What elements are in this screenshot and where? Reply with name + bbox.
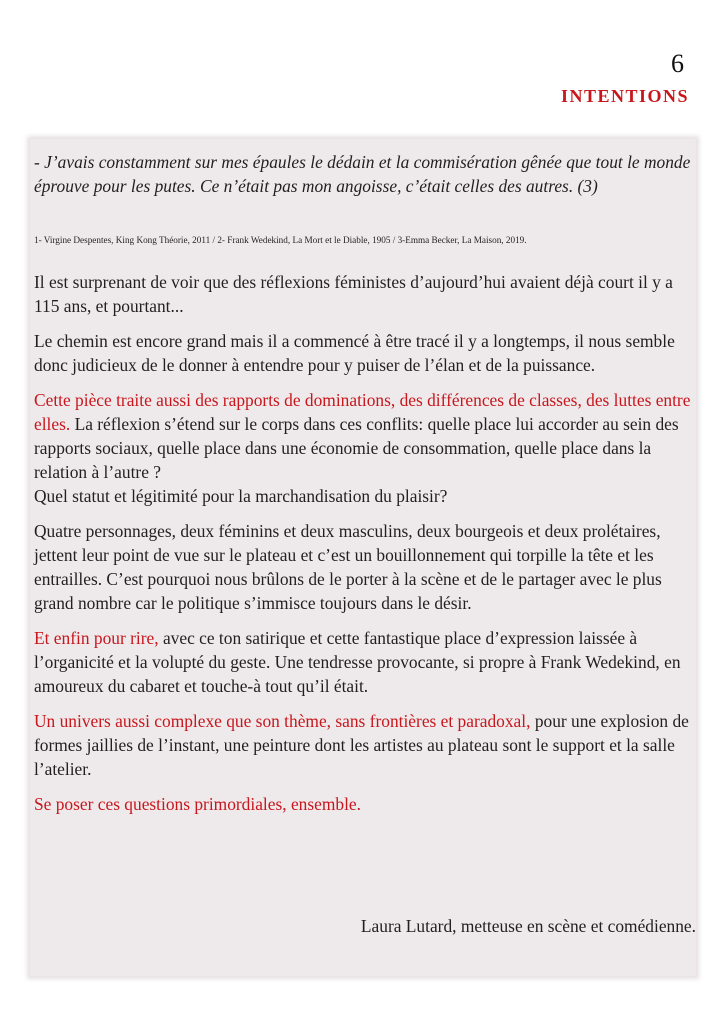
paragraph-6-highlight: Un univers aussi complexe que son thème, sans frontières et paradoxal,	[34, 711, 531, 731]
page-number: 6	[671, 49, 684, 78]
paragraph-3-highlight: Cette pièce traite aussi des rapports de dominations, des différences de classes, des luttes entre elles.	[34, 390, 691, 434]
paragraph-6	[34, 709, 694, 781]
paragraph-5	[34, 626, 694, 698]
section-title: intentions	[560, 79, 689, 108]
paragraph-4: Quatre personnages, deux féminins et deux masculins, deux bourgeois et deux prolétaires, jettent leur point de vue sur le plateau et c’est un bouillonnement qui torpille la tête et les entrailles. C’est pourquoi nous brûlons de le porter à la scène et de le partager avec le plus grand nombre car le politique s’immisce toujours dans le désir.	[34, 521, 662, 613]
paragraph-5-text: avec ce ton satirique et cette fantastique place d’expression laissée à l’organicité et la volupté du geste. Une tendresse provocante, si propre à Frank Wedekind, en amoureux du cabaret et touche-à tout qu’il était.	[34, 628, 681, 696]
paragraph-6-text: pour une explosion de formes jaillies de l’instant, une peinture dont les artistes au plateau sont le support et la salle l’atelier.	[34, 711, 689, 779]
paragraph-3	[34, 388, 694, 508]
references-line: 1- Virgine Despentes, King Kong Théorie, 2011 / 2- Frank Wedekind, La Mort et le Diable, 1905 / 3-Emma Becker, La Maison, 2019.	[34, 235, 527, 245]
paragraph-7: Se poser ces questions primordiales, ensemble.	[34, 794, 361, 814]
author-signature: Laura Lutard, metteuse en scène et comédienne.	[360, 916, 696, 936]
paragraph-3-last-line: Quel statut et légitimité pour la marchandisation du plaisir?	[34, 486, 448, 506]
paragraph-2: Le chemin est encore grand mais il a commencé à être tracé il y a longtemps, il nous semble donc judicieux de le donner à entendre pour y puiser de l’élan et de la puissance.	[34, 331, 675, 375]
body-text	[34, 270, 694, 827]
epigraph-quote: - J’avais constamment sur mes épaules le dédain et la commisération gênée que tout le monde éprouve pour les putes. Ce n’était pas mon angoisse, c’était celles des autres. (3)	[34, 152, 691, 196]
paragraph-5-highlight: Et enfin pour rire,	[34, 628, 159, 648]
paragraph-3-text: La réflexion s’étend sur le corps dans ces conflits: quelle place lui accorder au sein des rapports sociaux, quelle place dans une économie de consommation, quelle place dans la relation à l’autre ?	[34, 414, 679, 482]
paragraph-1: Il est surprenant de voir que des réflexions féministes d’aujourd’hui avaient déjà court il y a 115 ans, et pourtant...	[34, 272, 673, 316]
